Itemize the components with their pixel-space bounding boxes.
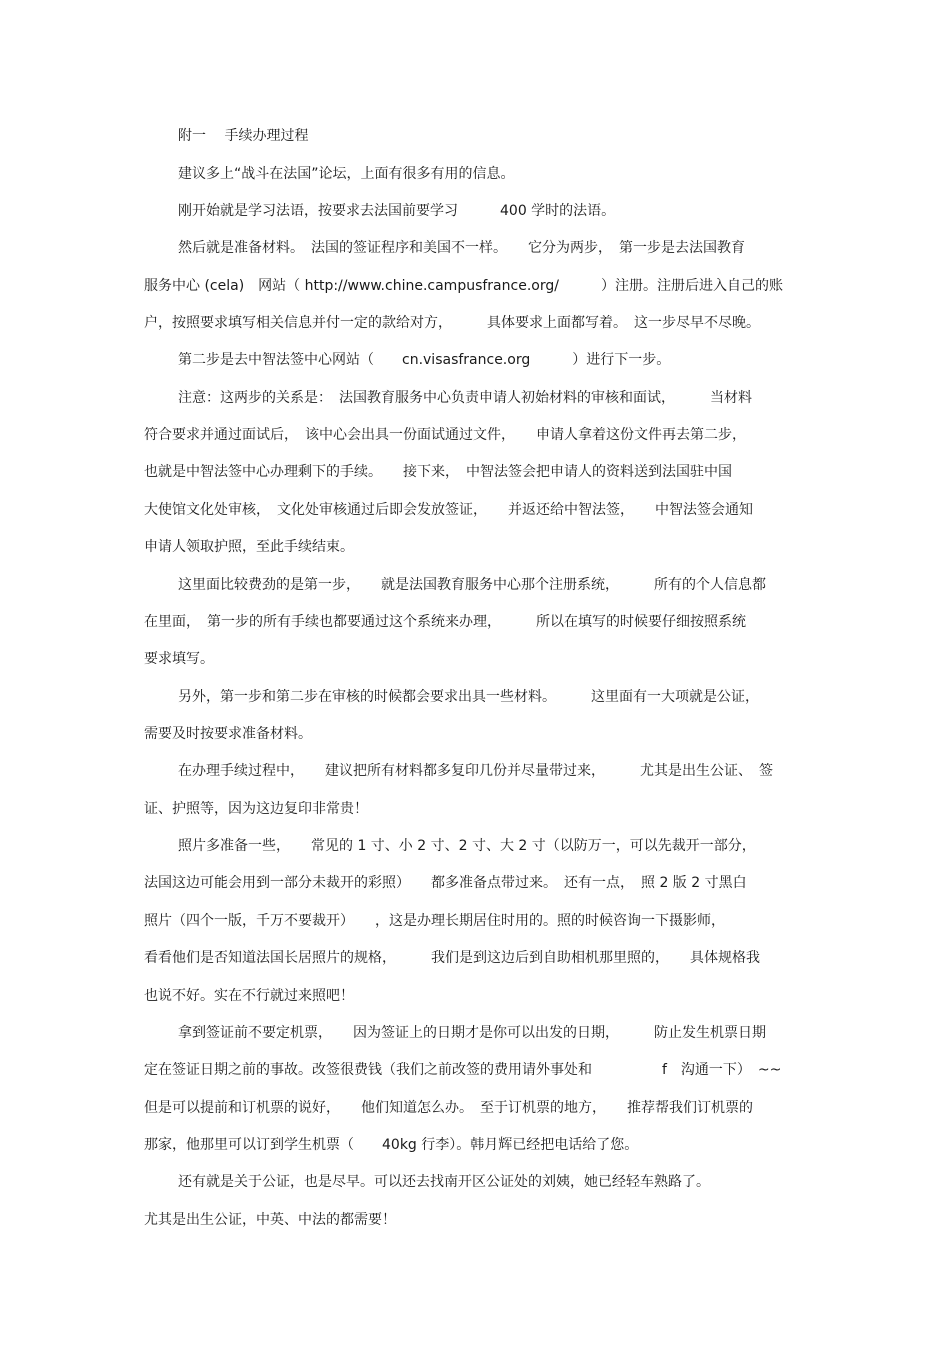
paragraph-line: 拿到签证前不要定机票， 因为签证上的日期才是你可以出发的日期， 防止发生机票日期 xyxy=(178,1025,766,1041)
paragraph-line: 定在签证日期之前的事故。改签很费钱（我们之前改签的费用请外事处和 f 沟通一下） ~~ xyxy=(144,1062,782,1078)
paragraph-line: 那家，他那里可以订到学生机票（ 40kg 行李）。韩月辉已经把电话给了您。 xyxy=(144,1137,639,1153)
paragraph-line: 在办理手续过程中， 建议把所有材料都多复印几份并尽量带过来， 尤其是出生公证、 签 xyxy=(178,763,773,779)
paragraph-line: 服务中心 (cela) 网站（ http://www.chine.campusfrance.org/ ）注册。注册后进入自己的账 xyxy=(144,278,783,294)
paragraph-line: 刚开始就是学习法语，按要求去法国前要学习 400 学时的法语。 xyxy=(178,203,616,219)
paragraph-line: 需要及时按要求准备材料。 xyxy=(144,726,312,742)
paragraph-line: 然后就是准备材料。 法国的签证程序和美国不一样。 它分为两步， 第一步是去法国教育 xyxy=(178,240,745,256)
paragraph-line: 在里面， 第一步的所有手续也都要通过这个系统来办理， 所以在填写的时候要仔细按照系统 xyxy=(144,614,746,630)
paragraph-line: 注意：这两步的关系是： 法国教育服务中心负责申请人初始材料的审核和面试， 当材料 xyxy=(178,390,752,406)
section-heading: 附一 手续办理过程 xyxy=(178,128,309,144)
paragraph-line: 要求填写。 xyxy=(144,651,214,667)
paragraph-line: 也说不好。实在不行就过来照吧！ xyxy=(144,988,354,1004)
paragraph-line: 户，按照要求填写相关信息并付一定的款给对方， 具体要求上面都写着。 这一步尽早不尽晚。 xyxy=(144,315,760,331)
paragraph-line: 第二步是去中智法签中心网站（ cn.visasfrance.org ）进行下一步。 xyxy=(178,352,671,368)
paragraph-line: 也就是中智法签中心办理剩下的手续。 接下来， 中智法签会把申请人的资料送到法国驻中国 xyxy=(144,464,732,480)
paragraph-line: 大使馆文化处审核， 文化处审核通过后即会发放签证， 并返还给中智法签， 中智法签会通知 xyxy=(144,502,753,518)
paragraph-line: 符合要求并通过面试后， 该中心会出具一份面试通过文件， 申请人拿着这份文件再去第二步， xyxy=(144,427,746,443)
paragraph-line: 另外，第一步和第二步在审核的时候都会要求出具一些材料。 这里面有一大项就是公证， xyxy=(178,689,759,705)
paragraph-line: 法国这边可能会用到一部分未裁开的彩照） 都多准备点带过来。 还有一点， 照 2 版 2 寸黑白 xyxy=(144,875,747,891)
paragraph-line: 还有就是关于公证，也是尽早。可以还去找南开区公证处的刘姨，她已经轻车熟路了。 xyxy=(178,1174,710,1190)
paragraph-line: 申请人领取护照，至此手续结束。 xyxy=(144,539,354,555)
paragraph-line: 证、护照等，因为这边复印非常贵！ xyxy=(144,801,368,817)
paragraph-line: 看看他们是否知道法国长居照片的规格， 我们是到这边后到自助相机那里照的， 具体规格我 xyxy=(144,950,760,966)
paragraph-line: 尤其是出生公证，中英、中法的都需要！ xyxy=(144,1212,396,1228)
paragraph-line: 但是可以提前和订机票的说好， 他们知道怎么办。 至于订机票的地方， 推荐帮我们订机票的 xyxy=(144,1100,753,1116)
paragraph-line: 这里面比较费劲的是第一步， 就是法国教育服务中心那个注册系统， 所有的个人信息都 xyxy=(178,577,766,593)
paragraph-line: 照片（四个一版，千万不要裁开） ，这是办理长期居住时用的。照的时候咨询一下摄影师， xyxy=(144,913,725,929)
paragraph-line: 照片多准备一些， 常见的 1 寸、小 2 寸、2 寸、大 2 寸（以防万一，可以先裁开一部分， xyxy=(178,838,756,854)
paragraph-line: 建议多上“战斗在法国”论坛，上面有很多有用的信息。 xyxy=(178,166,515,182)
